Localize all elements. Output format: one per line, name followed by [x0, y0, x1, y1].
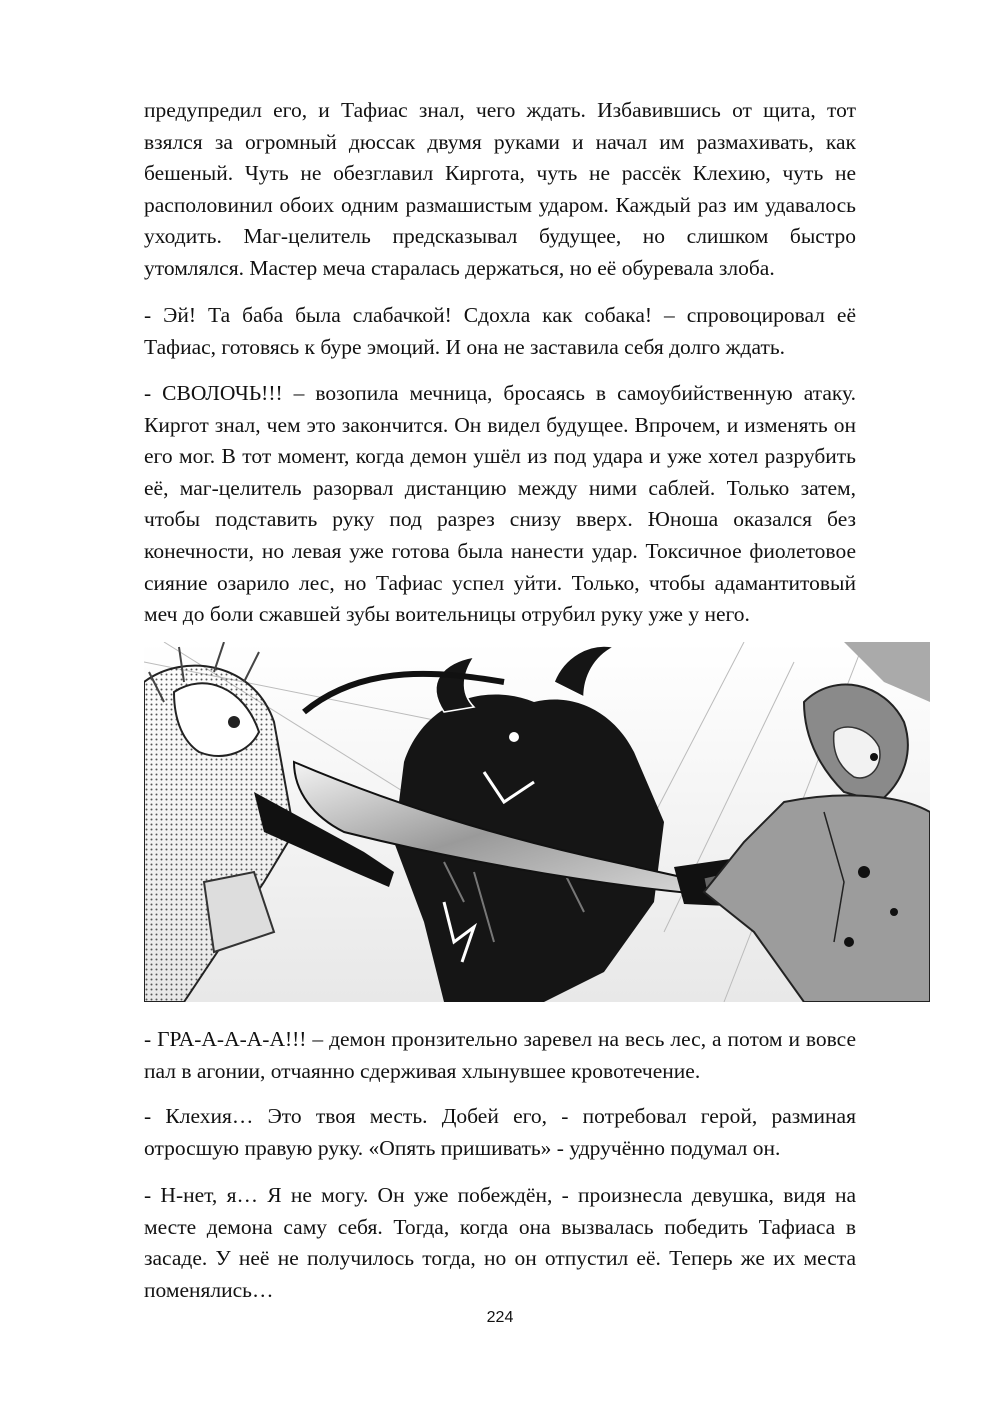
paragraph-2: - Эй! Та баба была слабачкой! Сдохла как собака! – спровоцировал её Тафиас, готовясь к буре эмоций. И она не заставила себя долго ждать. — [144, 303, 856, 359]
page-number: 224 — [486, 1309, 514, 1326]
paragraph-6: - Н-нет, я… Я не могу. Он уже побеждён, - произнесла девушка, видя на месте демона саму себя. Тогда, когда она вызвалась победить Тафиаса в засаде. У неё не получилось тогда, но он отпустил её. Теперь же их места поменялись… — [144, 1183, 856, 1302]
manga-battle-illustration-icon — [144, 642, 930, 1002]
paragraph-3: - СВОЛОЧЬ!!! – возопила мечница, бросаясь в самоубийственную атаку. Киргот знал, чем это закончится. Он видел будущее. Впрочем, и изменять он его мог. В тот момент, когда демон ушёл из под удара и уже хотел разрубить её, маг-целитель разорвал дистанцию между ними саблей. Только затем, чтобы подставить руку под разрез снизу вверх. Юноша оказался без конечности, но левая уже готова была нанести удар. Токсичное фиолетовое сияние озарило лес, но Тафиас успел уйти. Только, чтобы адамантитовый меч до боли сжавшей зубы воительницы отрубил руку уже у него. — [144, 381, 856, 627]
paragraph-1: предупредил его, и Тафиас знал, чего ждать. Избавившись от щита, тот взялся за огромный дюссак двумя руками и начал им размахивать, как бешеный. Чуть не обезглавил Киргота, чуть не рассёк Клехию, чуть не располовинил обоих одним размашистым ударом. Каждый раз им удавалось уходить. Маг-целитель предсказывал будущее, но слишком быстро утомлялся. Мастер меча старалась держаться, но её обуревала злоба. — [144, 98, 856, 280]
paragraph-4: - ГРА-А-А-А-А!!! – демон пронзительно заревел на весь лес, а потом и вовсе пал в агонии, отчаянно сдерживая хлынувшее кровотечение. — [144, 1027, 856, 1083]
paragraph-5: - Клехия… Это твоя месть. Добей его, - потребовал герой, разминая отросшую правую руку. «Опять пришивать» - удручённо подумал он. — [144, 1104, 856, 1160]
